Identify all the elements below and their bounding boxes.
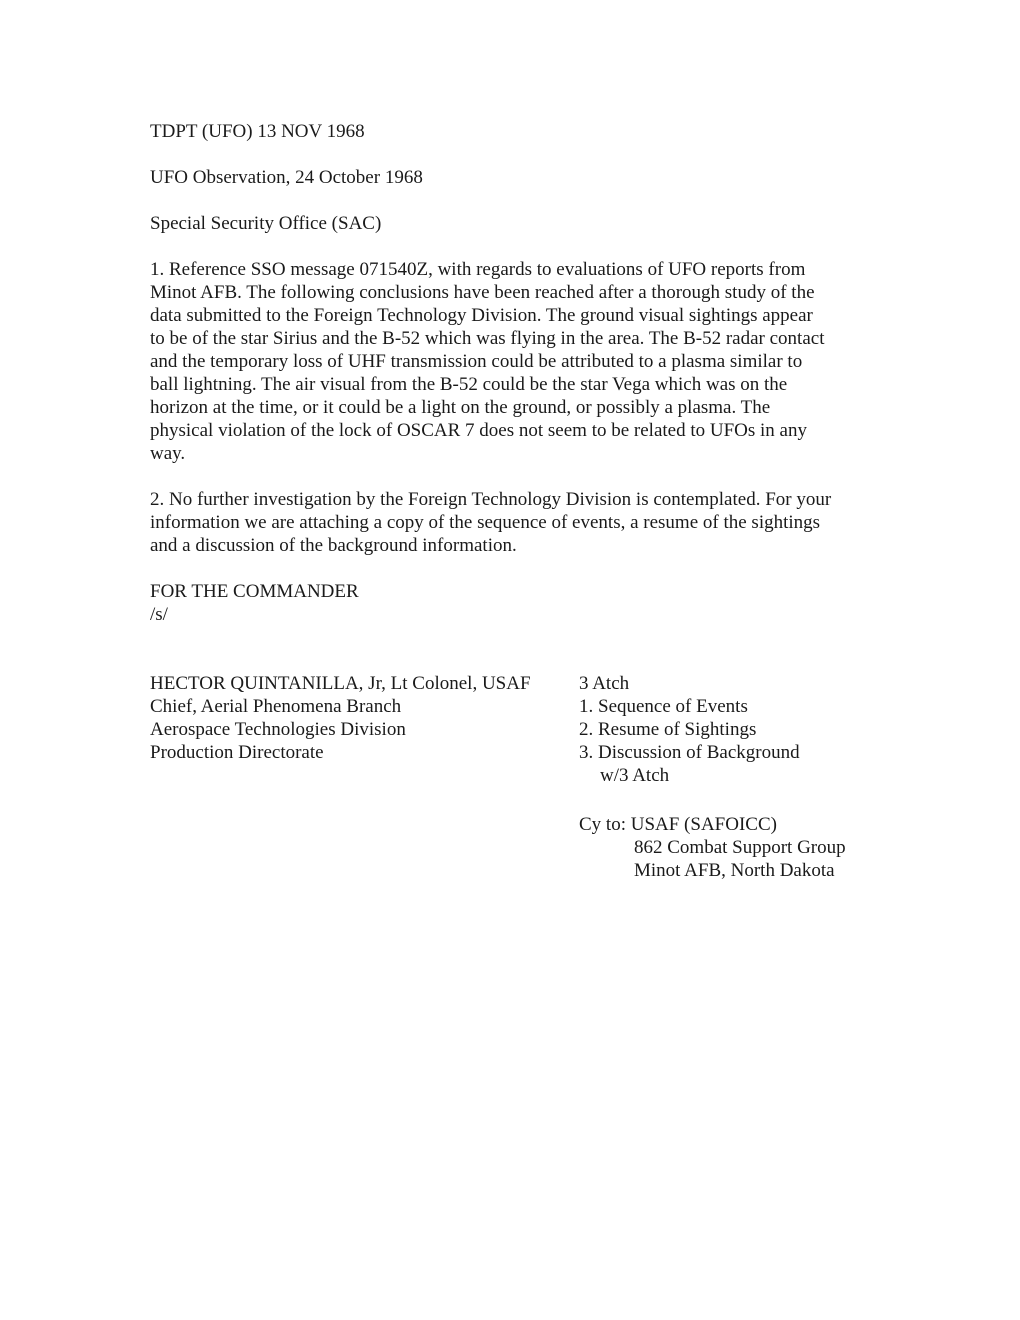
copy-to-location: Minot AFB, North Dakota [634,860,835,881]
paragraph-line: horizon at the time, or it could be a light on the ground, or possibly a plasma. The [150,397,771,418]
paragraph-line: and the temporary loss of UHF transmission could be attributed to a plasma similar to [150,351,803,372]
paragraph-line: 2. No further investigation by the Foreign Technology Division is contemplated. For your [150,489,832,510]
attachment-count: 3 Atch [579,673,630,694]
paragraph-1 [150,258,880,465]
paragraph-line: and a discussion of the background information. [150,535,517,556]
paragraph-line: to be of the star Sirius and the B-52 which was flying in the area. The B-52 radar contact [150,328,825,349]
subject-line: UFO Observation, 24 October 1968 [150,167,423,188]
paragraph-line: information we are attaching a copy of the sequence of events, a resume of the sightings [150,512,821,533]
paragraph-line: 1. Reference SSO message 071540Z, with regards to evaluations of UFO reports from [150,259,806,280]
paragraph-line: data submitted to the Foreign Technology Division. The ground visual sightings appear [150,305,813,326]
addressee-line: Special Security Office (SAC) [150,213,382,234]
attachment-item: 3. Discussion of Background [579,742,800,763]
signer-division: Aerospace Technologies Division [150,719,406,740]
copy-to-unit: 862 Combat Support Group [634,837,846,858]
memo-page [150,120,880,893]
copy-to-block [150,813,880,893]
paragraph-2 [150,488,880,557]
signer-name: HECTOR QUINTANILLA, Jr, Lt Colonel, USAF [150,673,531,694]
signer-title: Chief, Aerial Phenomena Branch [150,696,402,717]
attachment-sub-note: w/3 Atch [600,765,670,786]
paragraph-line: Minot AFB. The following conclusions have been reached after a thorough study of the [150,282,815,303]
attachment-item: 2. Resume of Sightings [579,719,757,740]
closing-line: FOR THE COMMANDER [150,581,359,602]
paragraph-line: ball lightning. The air visual from the B-52 could be the star Vega which was on the [150,374,788,395]
signer-directorate: Production Directorate [150,742,324,763]
reference-line: TDPT (UFO) 13 NOV 1968 [150,121,365,142]
paragraph-line: way. [150,443,186,464]
attachment-item: 1. Sequence of Events [579,696,748,717]
paragraph-line: physical violation of the lock of OSCAR 7 does not seem to be related to UFOs in any [150,420,807,441]
copy-to-list [579,813,846,882]
copy-to-label: Cy to: USAF (SAFOICC) [579,814,777,835]
attachments-list [579,672,800,787]
signature-mark: /s/ [150,604,168,625]
signature-block [150,672,880,792]
signer-info [150,672,531,764]
